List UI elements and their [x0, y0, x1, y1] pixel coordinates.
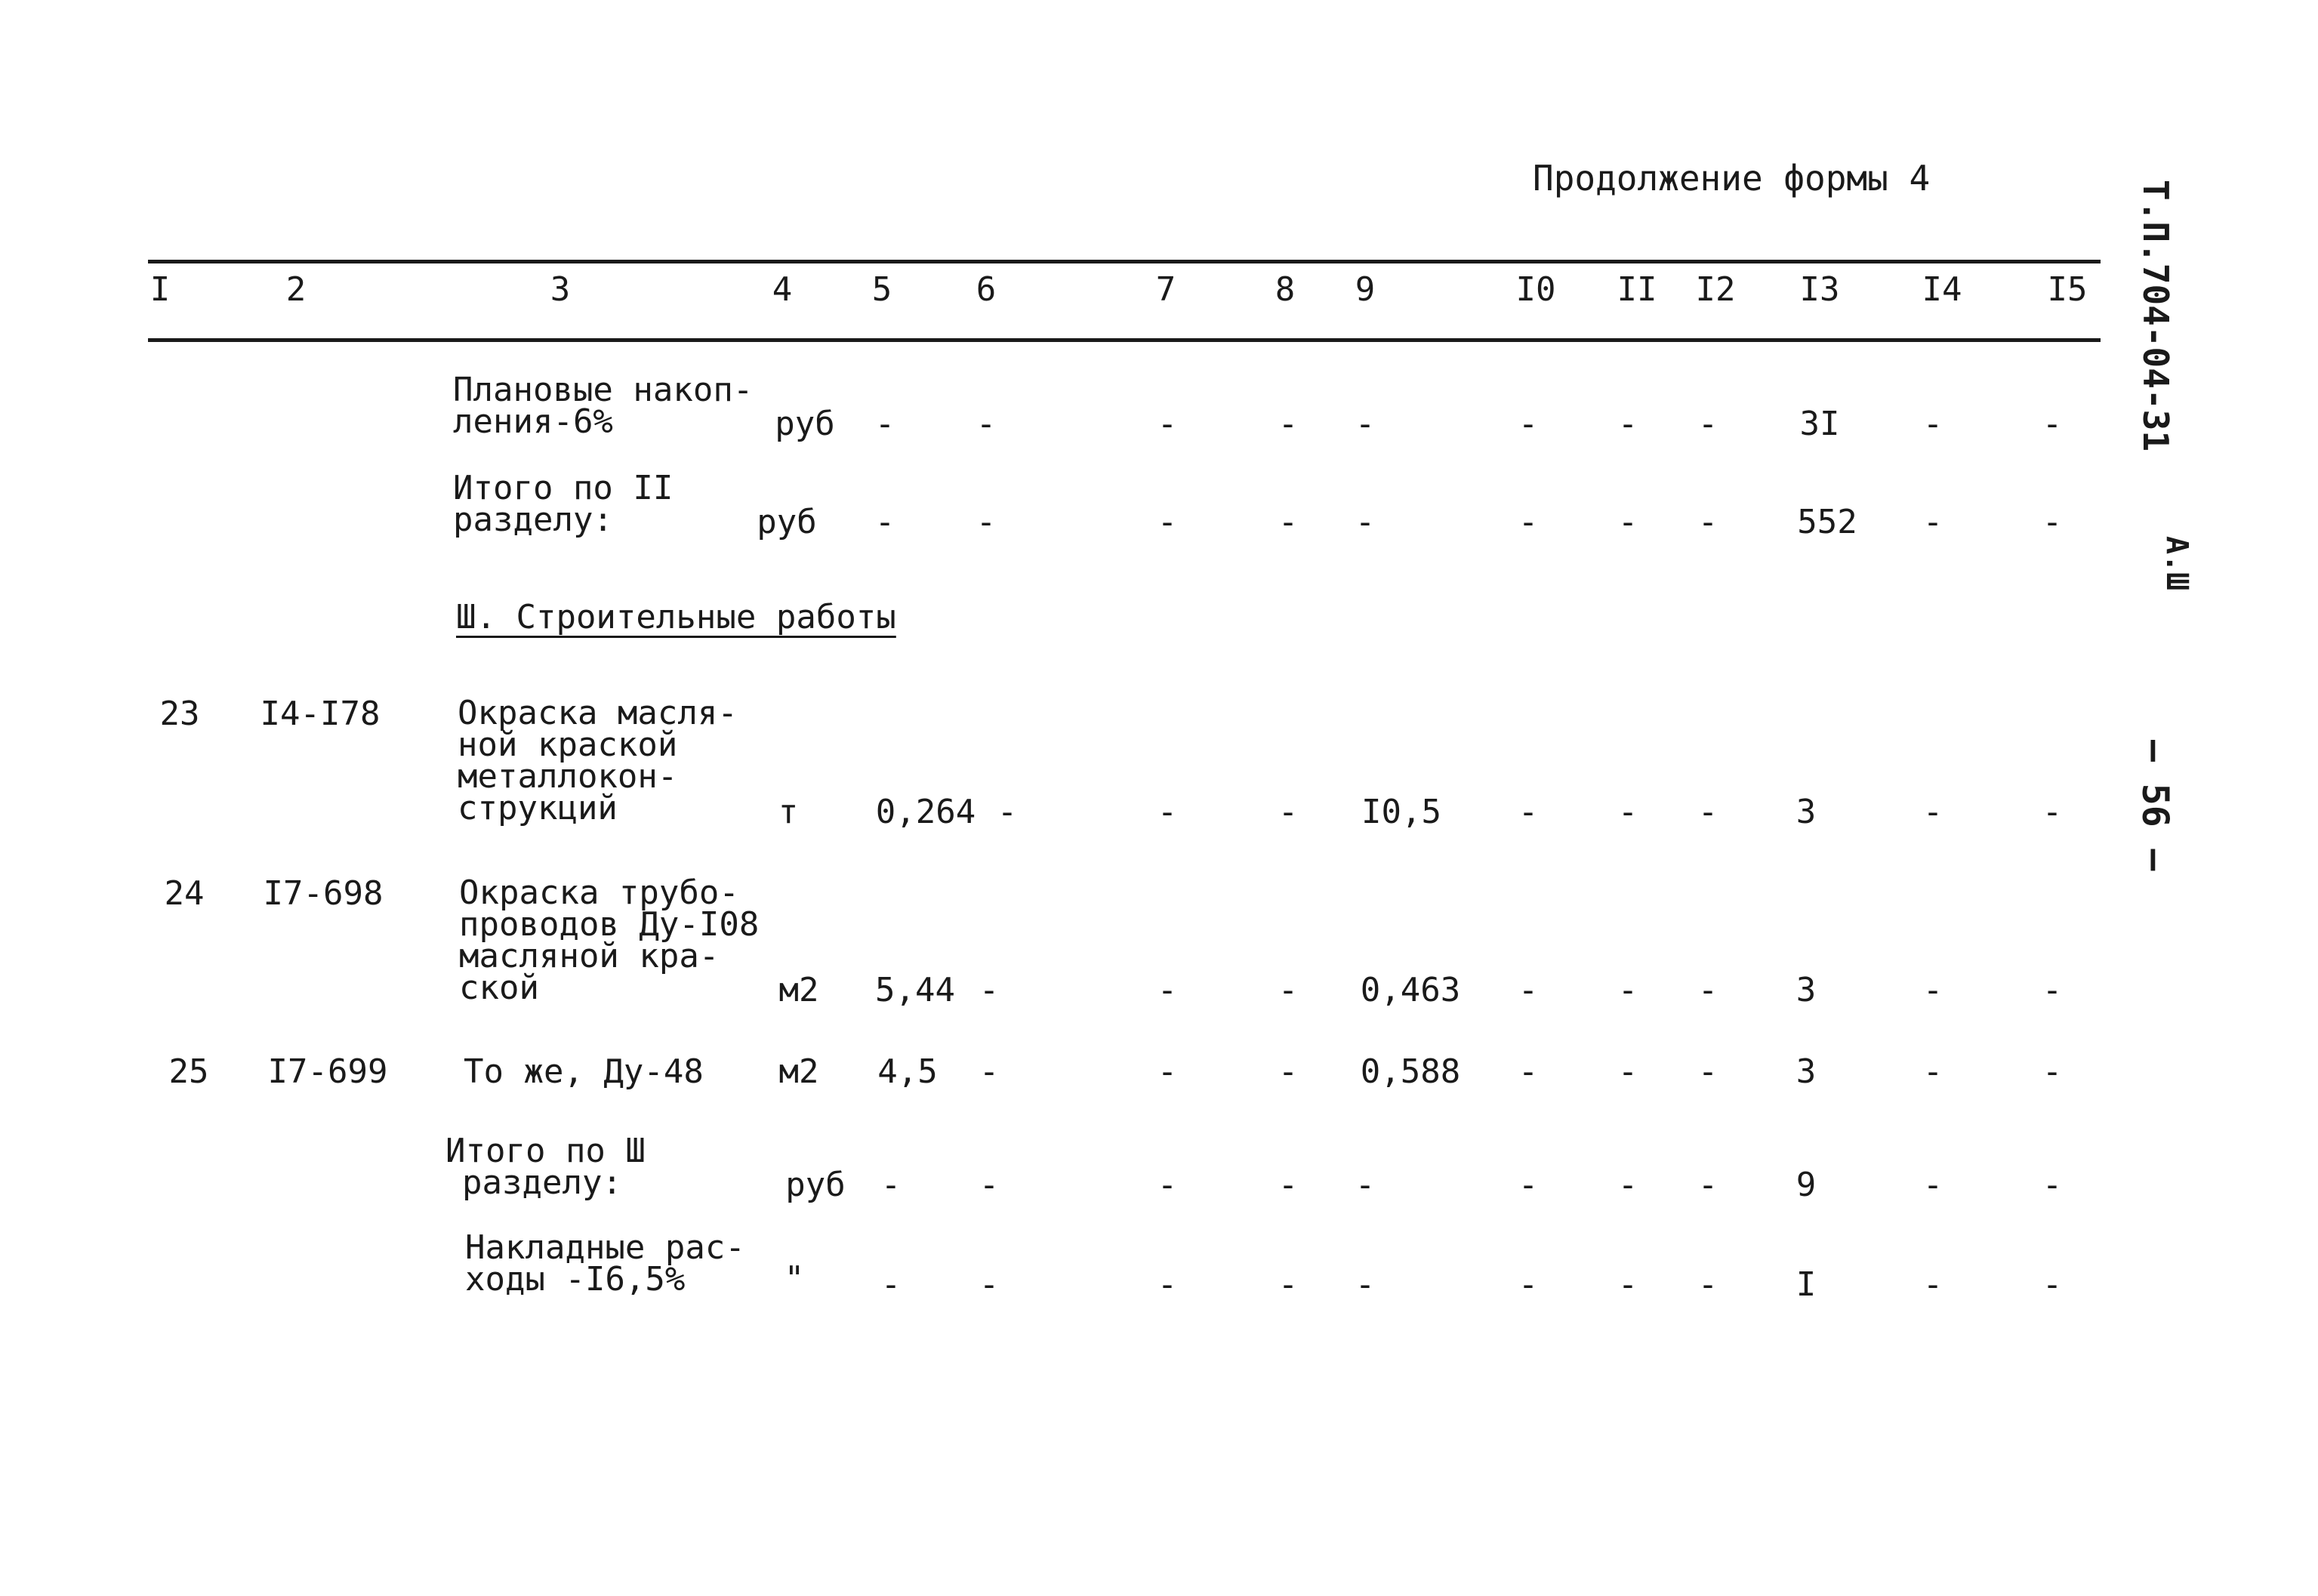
item-col7: - [1157, 793, 1178, 831]
row-col8: - [1278, 503, 1299, 541]
col-header-11: II [1617, 270, 1657, 309]
total-col6: - [979, 1265, 1000, 1304]
row-col9: - [1355, 405, 1376, 443]
item-col11: - [1617, 1052, 1638, 1091]
item-col10: - [1518, 971, 1539, 1009]
item-col7: - [1157, 971, 1178, 1009]
item-name-line: струкций [458, 789, 618, 827]
item-number: 23 [159, 695, 200, 733]
item-col15: - [2042, 971, 2063, 1009]
item-col5: 5,44 [875, 971, 955, 1009]
item-col6: - [979, 1052, 1000, 1091]
total-col15: - [2042, 1166, 2063, 1204]
item-col13: 3 [1796, 1052, 1817, 1091]
total-col12: - [1697, 1265, 1718, 1304]
item-col6: - [997, 793, 1018, 831]
item-col14: - [1922, 1052, 1943, 1091]
row-col13: 3I [1799, 405, 1840, 443]
page-number: — 56 — [2134, 740, 2176, 871]
document-code: Т.П.704-04-31 [2135, 180, 2176, 452]
album-mark-text: А.Ш [2159, 536, 2194, 591]
row-col14: - [1922, 405, 1943, 443]
total-col13: I [1796, 1265, 1817, 1304]
row-col8: - [1278, 405, 1299, 443]
item-col10: - [1518, 1052, 1539, 1091]
row-name-line: Плановые накоп- [453, 371, 754, 409]
row-col9: - [1355, 503, 1376, 541]
total-name-line: разделу: [462, 1163, 622, 1202]
item-col12: - [1697, 793, 1718, 831]
col-header-13: I3 [1799, 270, 1840, 309]
item-name-line: металлокон- [458, 757, 678, 796]
row-col11: - [1617, 405, 1638, 443]
total-col15: - [2042, 1265, 2063, 1304]
col-header-5: 5 [871, 270, 892, 309]
col-header-10: I0 [1515, 270, 1556, 309]
row-col14: - [1922, 503, 1943, 541]
item-code: I7-699 [267, 1052, 388, 1091]
col-header-9: 9 [1355, 270, 1376, 309]
table-header-rule [148, 338, 2101, 342]
item-unit: м2 [778, 971, 819, 1009]
col-header-14: I4 [1922, 270, 1962, 309]
row-col12: - [1697, 503, 1718, 541]
total-col9: - [1355, 1166, 1376, 1204]
item-col14: - [1922, 971, 1943, 1009]
item-name-line: масляной кра- [459, 937, 720, 975]
total-col8: - [1278, 1265, 1299, 1304]
item-col9: 0,463 [1360, 971, 1461, 1009]
row-col15: - [2042, 405, 2063, 443]
row-col5: - [874, 405, 895, 443]
total-col5: - [880, 1166, 902, 1204]
item-col8: - [1278, 793, 1299, 831]
item-unit: т [778, 793, 799, 831]
item-col11: - [1617, 793, 1638, 831]
col-header-7: 7 [1155, 270, 1176, 309]
row-unit: руб [775, 405, 835, 443]
item-col13: 3 [1796, 793, 1817, 831]
item-name-line: То же, Ду-48 [464, 1052, 704, 1091]
item-col8: - [1278, 971, 1299, 1009]
col-header-15: I5 [2047, 270, 2088, 309]
item-number: 25 [168, 1052, 209, 1091]
total-unit: руб [785, 1166, 846, 1204]
row-col6: - [976, 503, 997, 541]
item-col5: 4,5 [877, 1052, 938, 1091]
total-col7: - [1157, 1166, 1178, 1204]
col-header-2: 2 [285, 270, 307, 309]
item-col6: - [979, 971, 1000, 1009]
row-col7: - [1157, 503, 1178, 541]
total-col11: - [1617, 1166, 1638, 1204]
row-col15: - [2042, 503, 2063, 541]
item-col8: - [1278, 1052, 1299, 1091]
total-name-line: ходы -I6,5% [465, 1260, 686, 1299]
item-name-line: Окраска трубо- [459, 873, 739, 912]
row-unit: руб [757, 503, 817, 541]
total-col12: - [1697, 1166, 1718, 1204]
item-col12: - [1697, 1052, 1718, 1091]
total-col8: - [1278, 1166, 1299, 1204]
item-col14: - [1922, 793, 1943, 831]
item-col13: 3 [1796, 971, 1817, 1009]
item-col11: - [1617, 971, 1638, 1009]
item-col15: - [2042, 1052, 2063, 1091]
total-col14: - [1922, 1166, 1943, 1204]
row-col7: - [1157, 405, 1178, 443]
row-name-line: Итого по II [453, 469, 674, 507]
row-col12: - [1697, 405, 1718, 443]
item-code: I7-698 [263, 874, 384, 913]
total-col10: - [1518, 1166, 1539, 1204]
item-col12: - [1697, 971, 1718, 1009]
item-name-line: Окраска масля- [458, 694, 738, 732]
total-col5: - [880, 1265, 902, 1304]
row-name-line: разделу: [453, 501, 613, 539]
total-col14: - [1922, 1265, 1943, 1304]
row-col5: - [874, 503, 895, 541]
total-name-line: Накладные рас- [465, 1228, 745, 1267]
table-top-rule [148, 260, 2101, 263]
col-header-6: 6 [976, 270, 997, 309]
section-title: Ш. Строительные работы [456, 598, 896, 636]
total-unit: " [784, 1259, 805, 1298]
total-name-line: Итого по Ш [445, 1132, 646, 1170]
total-col7: - [1157, 1265, 1178, 1304]
col-header-12: I2 [1695, 270, 1736, 309]
total-col10: - [1518, 1265, 1539, 1304]
item-col7: - [1157, 1052, 1178, 1091]
album-mark [2159, 536, 2194, 591]
row-col11: - [1617, 503, 1638, 541]
item-name-line: ной краской [458, 726, 678, 764]
col-header-8: 8 [1275, 270, 1296, 309]
row-col6: - [976, 405, 997, 443]
total-col11: - [1617, 1265, 1638, 1304]
item-col5: 0,264 [875, 793, 976, 831]
row-col13: 552 [1797, 503, 1857, 541]
row-col10: - [1518, 405, 1539, 443]
form-continuation-title: Продолжение формы 4 [1533, 158, 1931, 199]
item-col9: I0,5 [1361, 793, 1441, 831]
item-number: 24 [164, 874, 205, 913]
item-col15: - [2042, 793, 2063, 831]
item-code: I4-I78 [260, 695, 381, 733]
item-col9: 0,588 [1360, 1052, 1461, 1091]
total-col13: 9 [1796, 1166, 1817, 1204]
item-unit: м2 [778, 1052, 819, 1091]
total-col6: - [979, 1166, 1000, 1204]
col-header-4: 4 [772, 270, 793, 309]
item-name-line: проводов Ду-I08 [459, 905, 760, 944]
col-header-3: 3 [550, 270, 571, 309]
col-header-1: I [149, 270, 171, 309]
total-col9: - [1355, 1265, 1376, 1304]
row-name-line: ления-6% [453, 402, 613, 441]
item-col10: - [1518, 793, 1539, 831]
row-col10: - [1518, 503, 1539, 541]
item-name-line: ской [459, 969, 539, 1007]
